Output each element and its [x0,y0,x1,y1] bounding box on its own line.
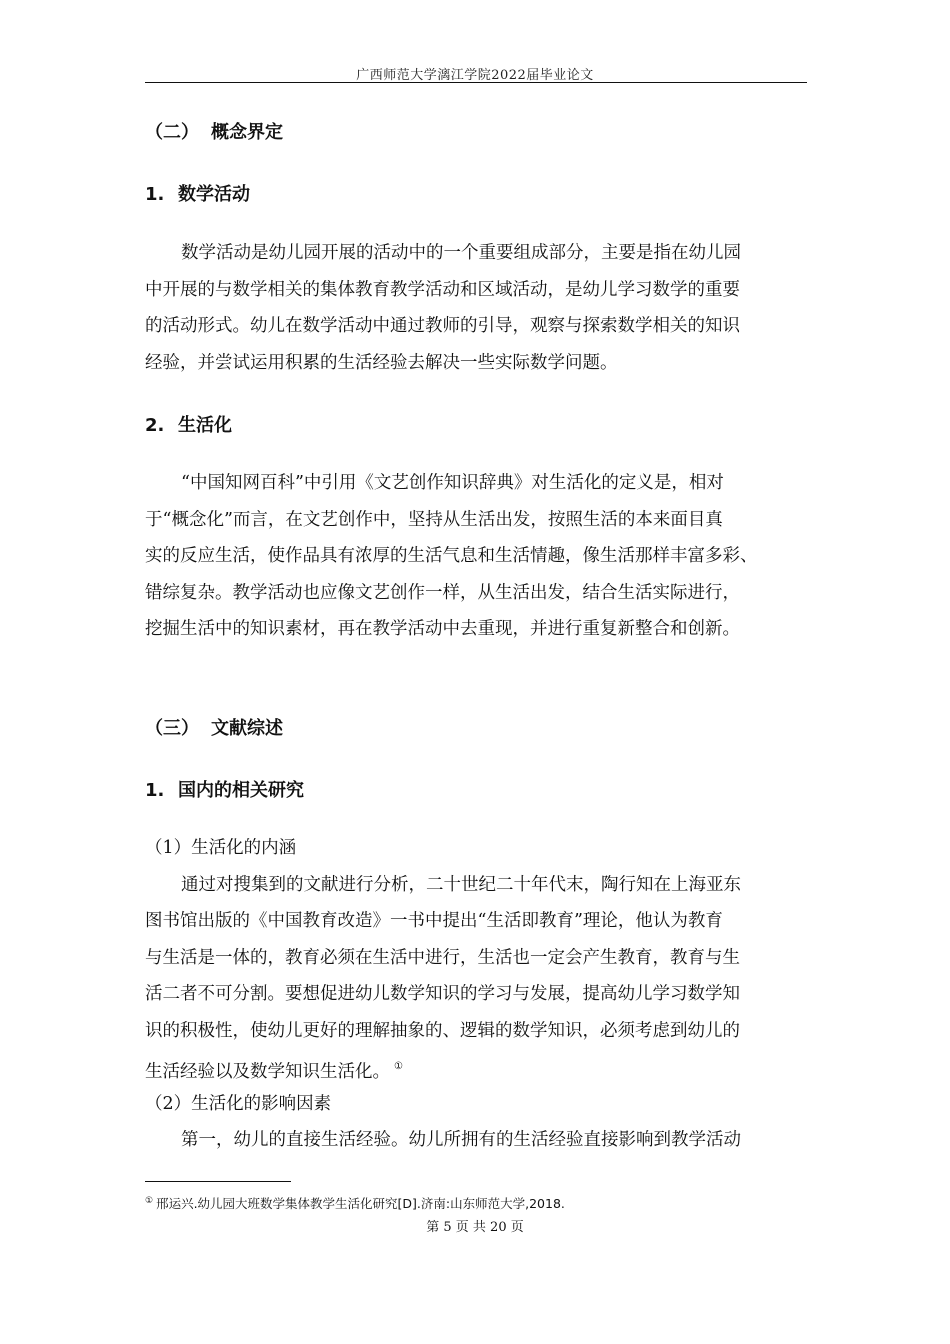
subsection-heading-domestic-research [145,776,304,802]
text-line: 的活动形式。幼儿在数学活动中通过教师的引导，观察与探索数学相关的知识 [145,316,740,336]
text-line: 活二者不可分割。要想促进幼儿数学知识的学习与发展，提高幼儿学习数学知 [145,984,740,1004]
section-number: （二） [145,122,199,143]
subheading-influencing-factors: （2）生活化的影响因素 [145,1093,332,1114]
subsection-number: 1. [145,184,165,205]
text-line: 实的反应生活，使作品具有浓厚的生活气息和生活情趣，像生活那样丰富多彩、 [145,546,758,566]
header-rule [145,82,807,83]
section-title: 文献综述 [211,718,283,739]
subsection-number: 2. [145,415,165,436]
text-line: 错综复杂。教学活动也应像文艺创作一样，从生活出发，结合生活实际进行， [145,582,740,603]
subheading-connotation: （1）生活化的内涵 [145,838,297,858]
section-heading-concepts [145,118,283,144]
section-heading-literature-review [145,714,283,740]
text-line: 经验，并尝试运用积累的生活经验去解决一些实际数学问题。 [145,352,618,373]
text-line-with-footnote [145,1049,807,1086]
text-line: 生活经验以及数学知识生活化。 [145,1062,390,1082]
text-line: 第一，幼儿的直接生活经验。幼儿所拥有的生活经验直接影响到教学活动 [181,1130,741,1150]
subsection-title: 数学活动 [178,184,250,205]
subsection-heading-life-oriented [145,411,232,437]
paragraph-math-activity [145,235,807,381]
footnote-mark: ① [145,1196,154,1206]
subsection-title: 生活化 [178,415,232,436]
subsection-title: 国内的相关研究 [178,780,304,801]
footnote-text: 邢运兴.幼儿园大班数学集体教学生活化研究[D].济南:山东师范大学,2018. [156,1196,565,1211]
footnote [145,1194,565,1212]
paragraph-life-oriented [145,465,807,648]
text-line: 中开展的与数学相关的集体教育教学活动和区域活动，是幼儿学习数学的重要 [145,279,740,300]
running-header: 广西师范大学漓江学院2022届毕业论文 [356,68,594,83]
footnote-reference[interactable]: ① [394,1061,403,1072]
subsection-number: 1. [145,780,165,801]
paragraph-domestic-research [145,830,807,1159]
text-line: 图书馆出版的《中国教育改造》一书中提出“生活即教育”理论，他认为教育 [145,911,723,931]
section-number: （三） [145,718,199,739]
text-line: 挖掘生活中的知识素材，再在教学活动中去重现，并进行重复新整合和创新。 [145,619,740,639]
text-line: 识的积极性，使幼儿更好的理解抽象的、逻辑的数学知识，必须考虑到幼儿的 [145,1020,740,1041]
page-number: 第 5 页 共 20 页 [426,1220,524,1235]
text-line: 与生活是一体的，教育必须在生活中进行，生活也一定会产生教育，教育与生 [145,947,740,968]
section-title: 概念界定 [211,122,283,143]
text-line: 数学活动是幼儿园开展的活动中的一个重要组成部分，主要是指在幼儿园 [181,243,741,263]
text-line: 于“概念化”而言，在文艺创作中，坚持从生活出发，按照生活的本来面目真 [145,509,723,530]
text-line: “中国知网百科”中引用《文艺创作知识辞典》对生活化的定义是，相对 [181,473,724,493]
footnote-rule [145,1181,291,1182]
text-line: 通过对搜集到的文献进行分析，二十世纪二十年代末，陶行知在上海亚东 [181,874,741,895]
subsection-heading-math-activity [145,180,250,206]
